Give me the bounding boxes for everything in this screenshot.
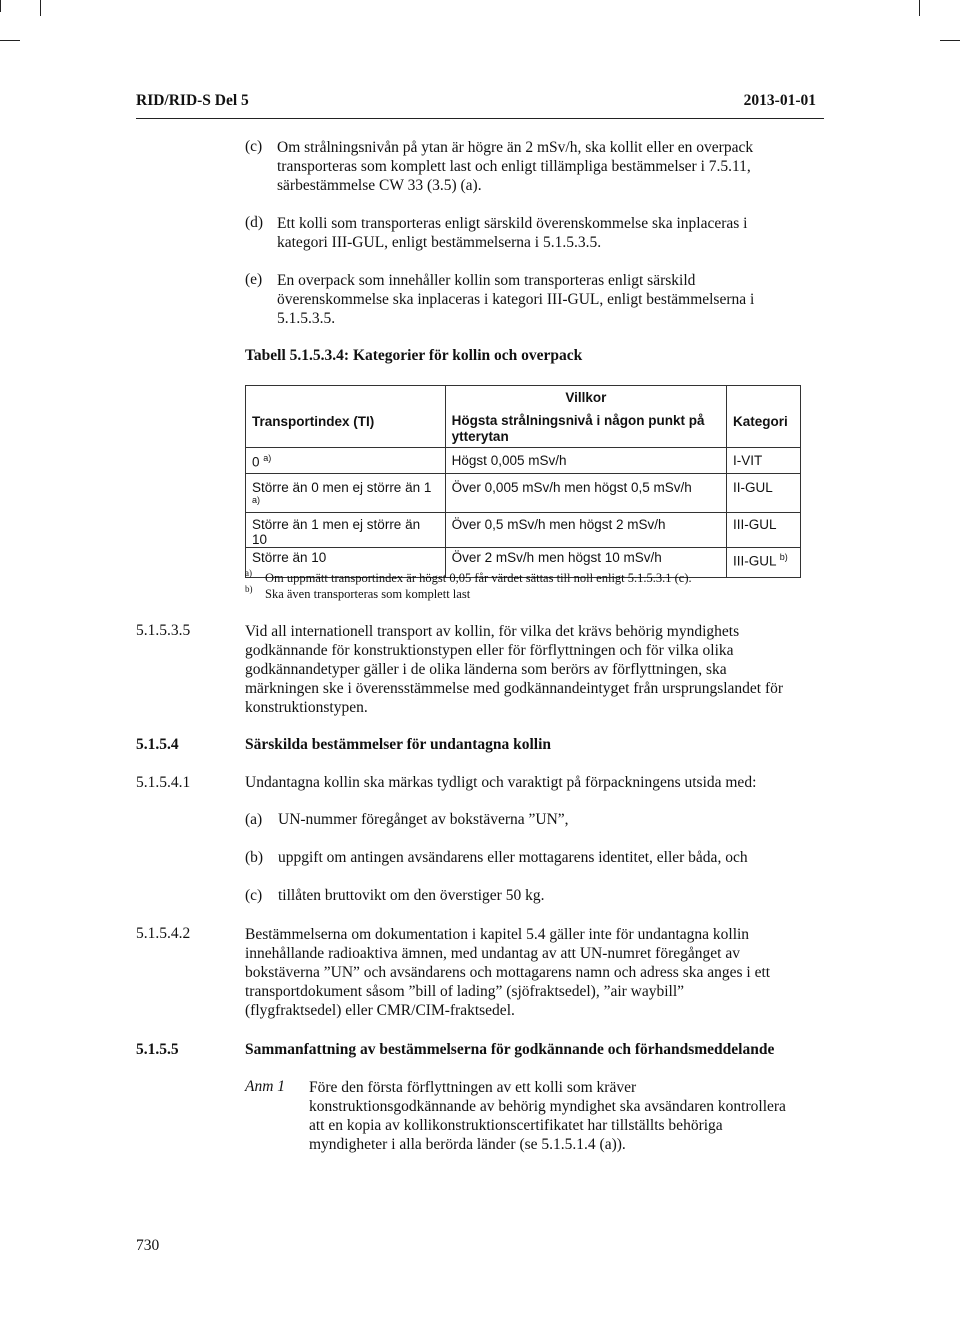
item-e-text: En overpack som innehåller kollin som transporteras enligt särskild överenskommelse ska inplaceras i kategori III-GUL, enligt bestämmelserna i 5.1.5.3.5. [277,272,755,327]
header-rule [136,118,824,119]
crop-mark-top-left-h [0,40,20,41]
item-c2-label: (c) [245,887,263,904]
header-date: 2013-01-01 [743,92,816,109]
item-b-label: (b) [245,849,264,866]
item-e-label: (e) [245,271,263,288]
section-number-5155: 5.1.5.5 [136,1041,179,1058]
cell-ti: Större än 0 men ej större än 1 [252,480,432,495]
crop-mark-top-left-v [0,0,1,12]
cell-level: Över 2 mSv/h men högst 10 mSv/h [445,547,726,577]
item-a-label: (a) [245,811,263,828]
note-text: Före den första förflyttningen av ett kolli som kräver konstruktionsgodkännande av behörig myndighet ska avsändaren kontrollera att en kopia av kollikonstruktionscertifikatet har tillställts behöriga myndigheter i alla berörda länder (se 5.1.5.1.4 (a)). [309,1079,786,1153]
page-number: 730 [136,1237,160,1254]
cell-ti: Större än 1 men ej större än 10 [246,512,446,547]
crop-mark-top-right-v [919,0,920,16]
cell-ti: Större än 10 [246,547,446,577]
section-number-51542: 5.1.5.4.2 [136,925,191,942]
section-51542-text: Bestämmelserna om dokumentation i kapitel 5.4 gäller inte för undantagna kollin innehållande radioaktiva ämnen, med undantag av att UN-numret föregånget av bokstäverna ”UN” och avsändarens och mottagarens namn och adress ska anges i ett transportdokument såsom ”bill of lading” (sjöfraktsedel), ”air waybill” (flygfraktsedel) eller CMR/CIM-fraktsedel. [245,926,771,1019]
cell-category: I-VIT [727,448,801,474]
crop-mark-top-right-h [940,40,960,41]
item-d-label: (d) [245,214,264,231]
table-row [246,512,801,547]
cell-level: Högst 0,005 mSv/h [445,448,726,474]
table-row: Större än 0 men ej större än 1 $^{a)}$ Över 0,005 mSv/h men högst 0,5 mSv/h II-GUL [246,474,801,513]
cell-category: III-GUL [733,553,777,568]
section-title-5154: Särskilda bestämmelser för undantagna kollin [245,736,552,753]
table-caption: Tabell 5.1.5.3.4: Kategorier för kollin och overpack [245,347,583,364]
item-c-text: Om strålningsnivån på ytan är högre än 2 mSv/h, ska kollit eller en overpack transporteras som komplett last och enligt tillämpliga bestämmelser i 7.5.11, särbestämmelse CW 33 (3.5) (a). [277,139,754,194]
header-left: RID/RID-S Del 5 [136,92,249,109]
cell-level: Över 0,005 mSv/h men högst 0,5 mSv/h [445,474,726,513]
cell-category: II-GUL [727,474,801,513]
section-number-5154: 5.1.5.4 [136,736,179,753]
col-header-category: Kategori [727,386,801,448]
col-group-header: Villkor [445,386,726,410]
crop-mark-top-left-v2 [40,0,41,16]
cell-category: III-GUL [727,512,801,547]
item-c2-text: tillåten bruttovikt om den överstiger 50 kg. [278,887,545,904]
table-row: 0 $^{a)}$ Högst 0,005 mSv/h I-VIT [246,448,801,474]
section-51541-text: Undantagna kollin ska märkas tydligt och varaktigt på förpackningens utsida med: [245,774,757,791]
category-table [245,385,801,578]
item-d-text: Ett kolli som transporteras enligt särskild överenskommelse ska inplaceras i kategori III-GUL, enligt bestämmelserna i 5.1.5.3.5. [277,215,748,251]
col-header-ti: Transportindex (TI) [246,386,446,448]
running-header [136,92,816,110]
item-b-text: uppgift om antingen avsändarens eller mottagarens identitet, eller båda, och [278,849,748,866]
item-c-label: (c) [245,138,263,155]
section-51535-text: Vid all internationell transport av kollin, för vilka det krävs behörig myndighets godkännande för konstruktionstypen eller för förflyttningen och för vilka olika godkännandetyper gäller i de olika länderna som berörs av förflyttningen, ska märkningen ske i överensstämmelse med godkännandeintyget från ursprungslandet för konstruktionstypen. [245,623,784,716]
cell-ti: 0 [252,454,260,470]
section-title-5155: Sammanfattning av bestämmelserna för godkännande och förhandsmeddelande [245,1041,775,1058]
cell-level: Över 0,5 mSv/h men högst 2 mSv/h [445,512,726,547]
item-a-text: UN-nummer föregånget av bokstäverna ”UN”, [278,811,569,828]
col-header-level: Högsta strålningsnivå i någon punkt på ytterytan [445,410,726,448]
section-number-51535: 5.1.5.3.5 [136,622,191,639]
section-number-51541: 5.1.5.4.1 [136,774,191,791]
note-label: Anm 1 [245,1078,286,1095]
table-row: Större än 10 Över 2 mSv/h men högst 10 mSv/h III-GUL $^{b)}$ [246,547,801,577]
